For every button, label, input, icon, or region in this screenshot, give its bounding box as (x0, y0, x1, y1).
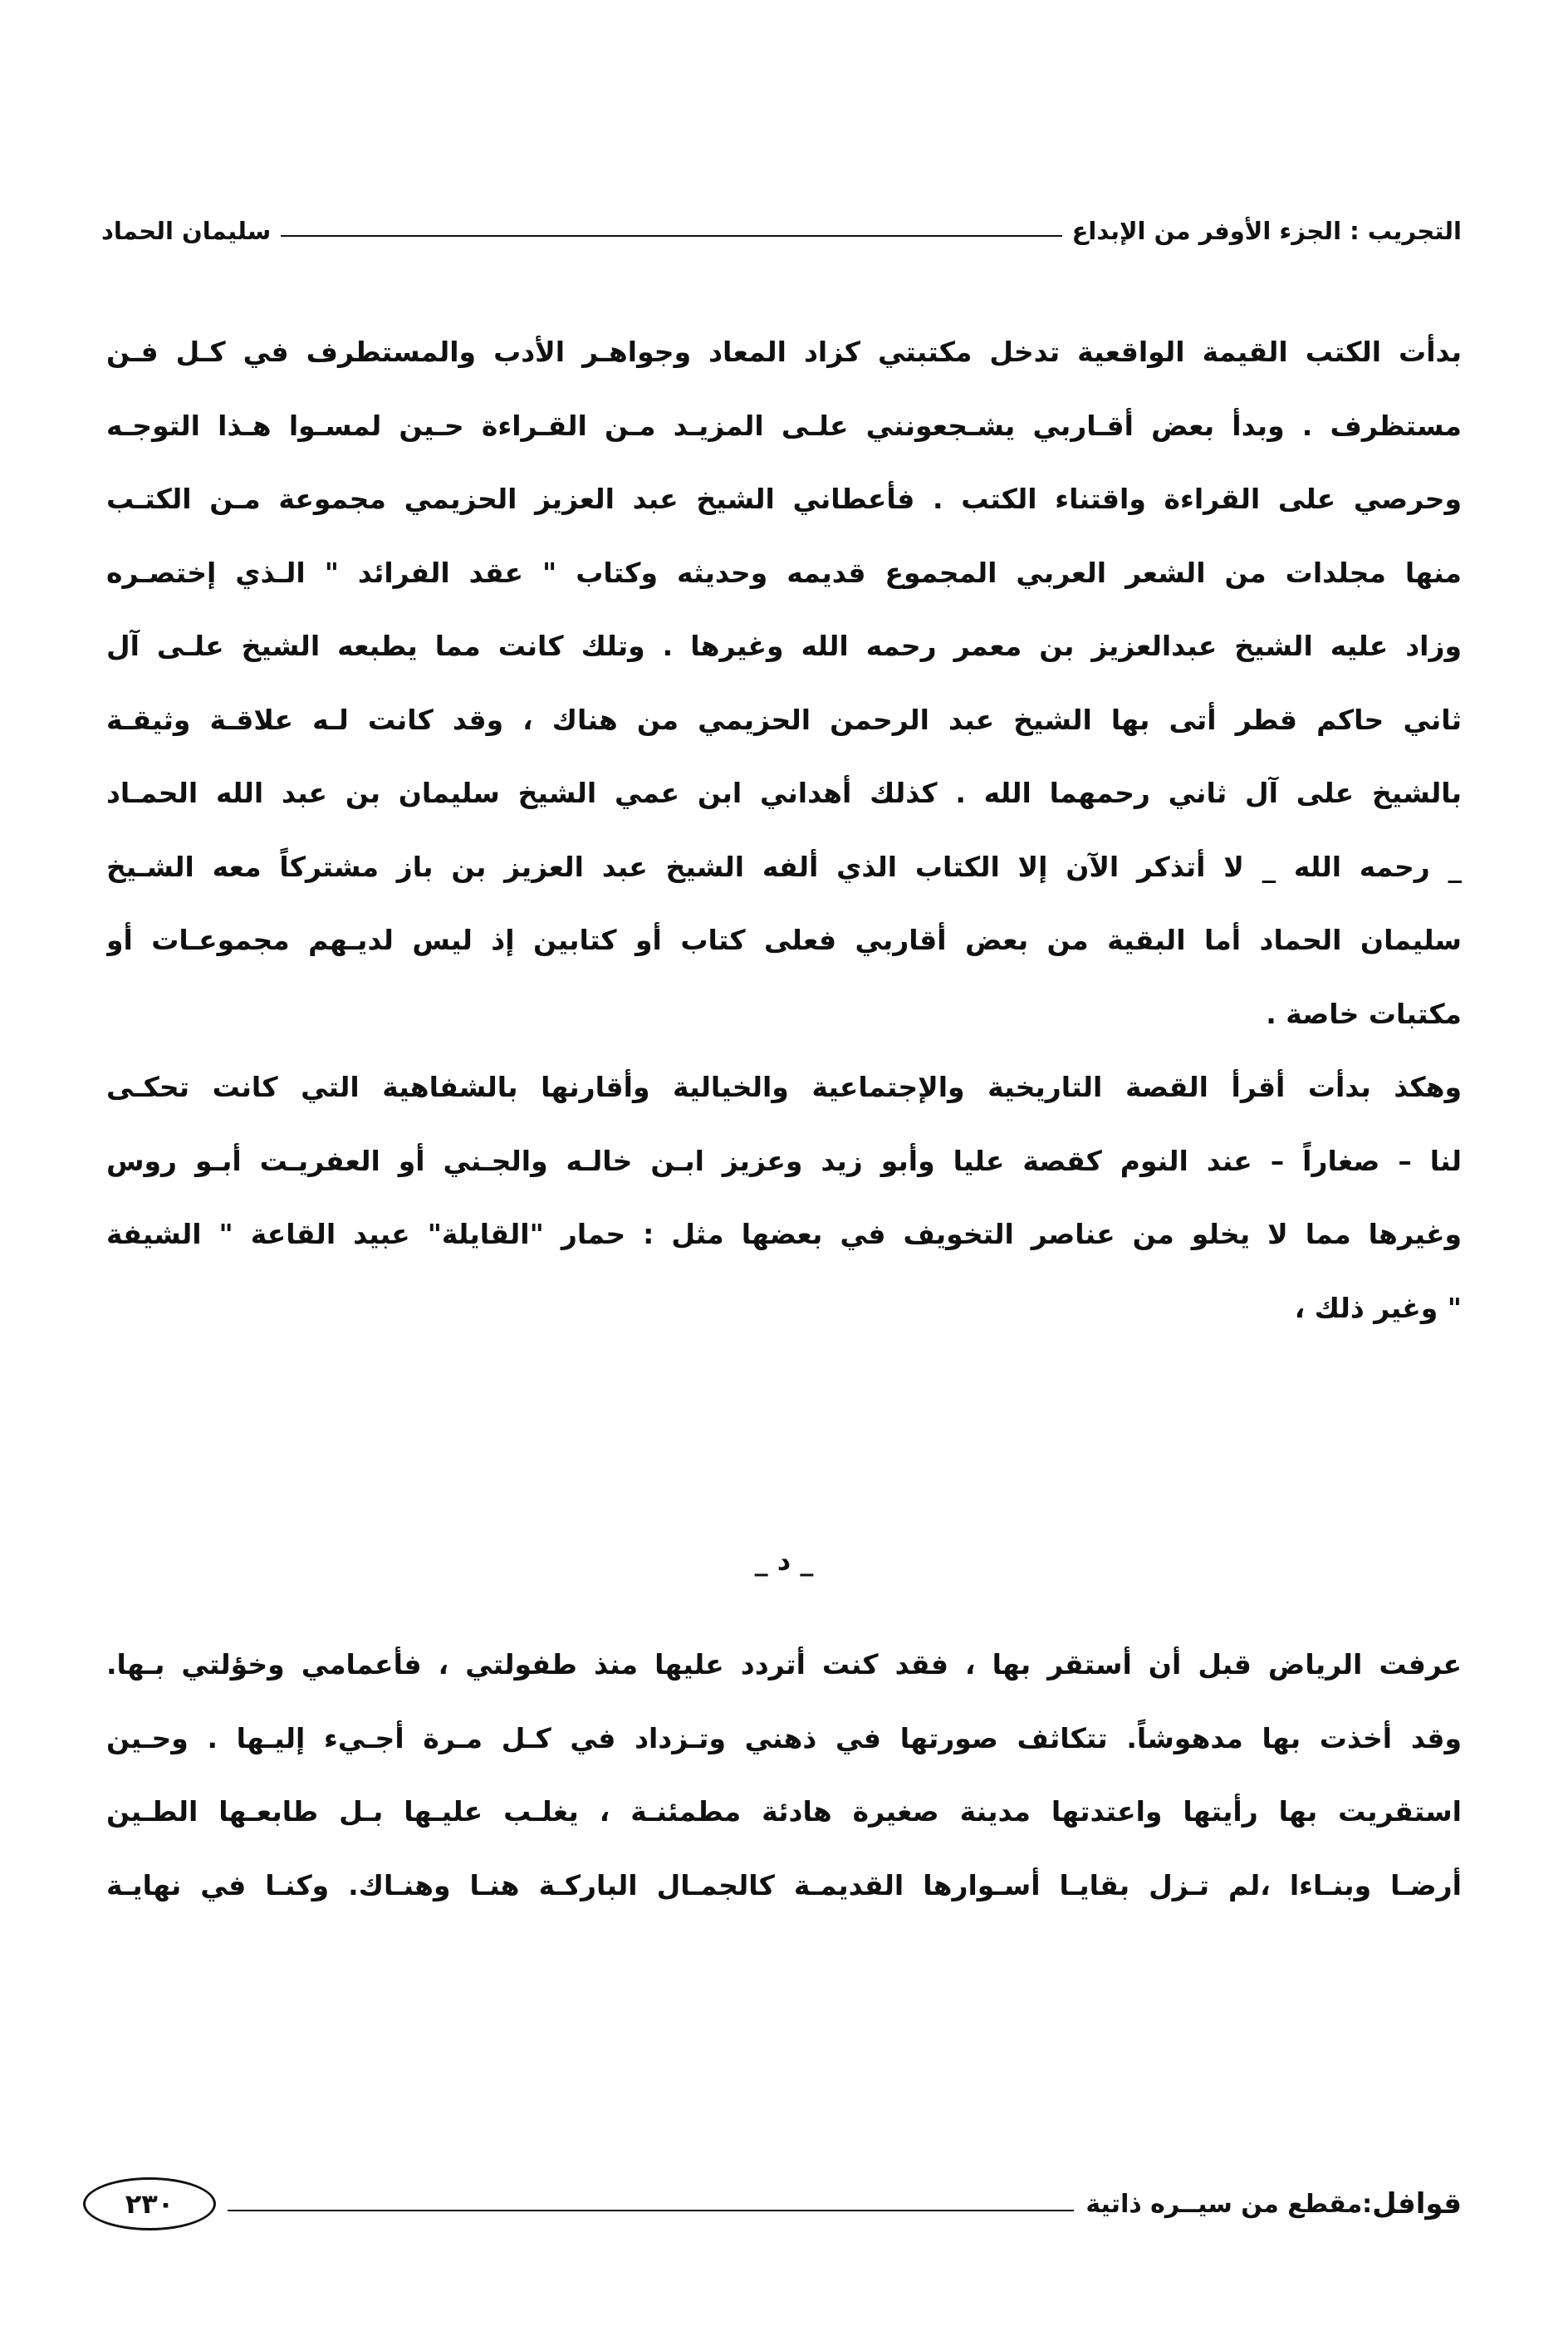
header-book-title: التجريب : الجزء الأوفر من الإبداع (1071, 217, 1462, 245)
text-line: سليمان الحماد أما البقية من بعض أقاربي فعلى كتاب أو كتابين إذ ليس لديـهم مجموعـات أو (106, 924, 1462, 956)
footer-subtitle: :مقطع من سيــره ذاتية (1085, 2189, 1373, 2219)
running-footer (83, 2175, 1462, 2233)
paragraph-3 (106, 1628, 1462, 1922)
header-rule (281, 235, 1061, 237)
section-marker: _ د _ (754, 1545, 814, 1577)
text-line: ثاني حاكم قطر أتى بها الشيخ عبد الرحمن الحزيمي من هناك ، وقد كانت لـه علاقـة وثيقـة (106, 703, 1462, 736)
text-line: عرفت الرياض قبل أن أستقر بها ، فقد كنت أتردد عليها منذ طفولتي ، فأعمامي وخؤلتي بـها. (106, 1648, 1462, 1681)
text-line: مكتبات خاصة . (1266, 997, 1462, 1030)
paragraph-2 (106, 1051, 1462, 1345)
text-line: استقريت بها رأيتها واعتدتها مدينة صغيرة هادئة مطمئنـة ، يغلـب عليـها بـل طابعـها الطـين (106, 1795, 1462, 1828)
running-header (101, 206, 1462, 256)
text-line: بالشيخ على آل ثاني رحمهما الله . كذلك أهداني ابن عمي الشيخ سليمان بن عبد الله الحمـاد (106, 777, 1462, 809)
second-text-block (106, 1628, 1462, 1922)
paragraph-1 (106, 316, 1462, 1051)
text-line: " وغير ذلك ، (1294, 1291, 1462, 1324)
header-author: سليمان الحماد (101, 217, 272, 245)
text-line: وحرصي على القراءة واقتناء الكتب . فأعطاني الشيخ عبد العزيز الحزيمي مجموعة مـن الكتـب (106, 483, 1462, 515)
text-line: وقد أخذت بها مدهوشاً. تتكاثف صورتها في ذهني وتـزداد في كـل مـرة أجـيء إليـها . وحـين (106, 1721, 1462, 1754)
page-number: ٢٣٠ (125, 2188, 174, 2220)
page-number-badge (83, 2177, 216, 2230)
text-line: منها مجلدات من الشعر العربي المجموع قديمه وحديثه وكتاب " عقد الفرائد " الـذي إختصـره (106, 556, 1462, 589)
main-text-block (106, 316, 1462, 1345)
text-line: بدأت الكتب القيمة الواقعية تدخل مكتبتي كزاد المعاد وجواهـر الأدب والمستطرف في كـل فـن (106, 336, 1462, 368)
text-line: وغيرها مما لا يخلو من عناصر التخويف في بعضها مثل : حمار "القايلة" عبيد القاعة " الشيفة (106, 1218, 1462, 1250)
text-line: لنا – صغاراً – عند النوم كقصة عليا وأبو زيد وعزيز ابـن خالـه والجـني أو العفريـت أبـو روس (106, 1144, 1462, 1177)
text-line: مستظرف . وبدأ بعض أقـاربي يشـجعونني علـى المزيـد مـن القـراءة حـين لمسـوا هـذا التوجـه (106, 409, 1462, 442)
footer-rule (228, 2210, 1074, 2211)
text-line: وزاد عليه الشيخ عبدالعزيز بن معمر رحمه الله وغيرها . وتلك كانت مما يطبعه الشيخ علـى آل (106, 630, 1462, 662)
text-line: وهكذ بدأت أقرأ القصة التاريخية والإجتماعية والخيالية وأقارنها بالشفاهية التي كانت تحكـى (106, 1071, 1462, 1103)
text-line: أرضـا وبنـاءا ،لم تـزل بقايـا أسـوارها القديمـة كالجمـال الباركـة هنـا وهنـاك. وكنـا في نهايـة (106, 1868, 1462, 1902)
footer-journal-name: قوافل (1372, 2187, 1462, 2220)
text-line: _ رحمه الله _ لا أتذكر الآن إلا الكتاب الذي ألفه الشيخ عبد العزيز بن باز مشتركاً معه الشـيخ (106, 850, 1462, 883)
